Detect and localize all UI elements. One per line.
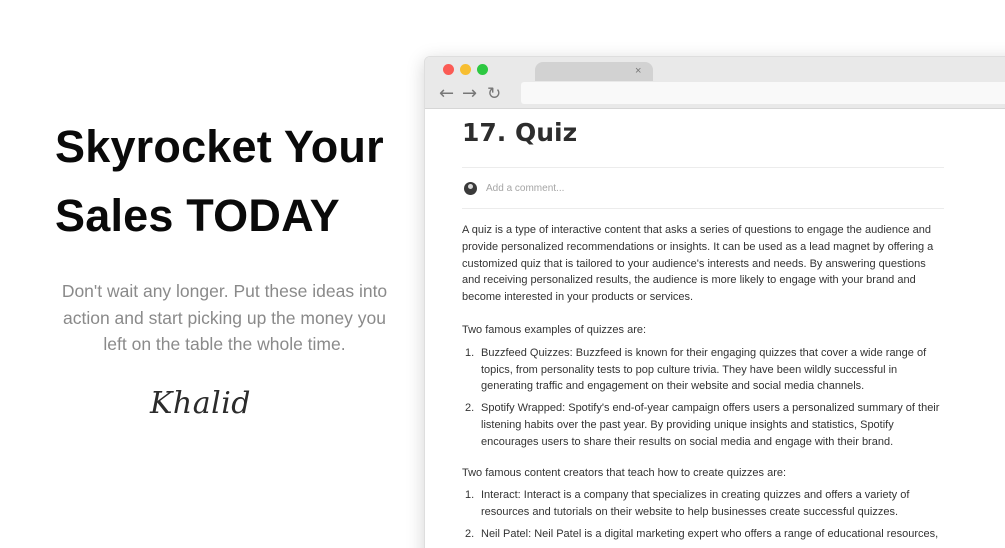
list-item	[462, 487, 944, 521]
forward-arrow-icon[interactable]: →	[462, 83, 478, 104]
tab-close-icon[interactable]: ×	[635, 65, 642, 77]
hero-title: Skyrocket Your Sales TODAY	[55, 121, 384, 241]
list-item-text: Neil Patel: Neil Patel is a digital marketing expert who offers a range of educational resources,	[481, 527, 939, 540]
comment-row	[462, 167, 944, 209]
examples-list	[462, 345, 944, 451]
maximize-window-button[interactable]	[477, 64, 488, 75]
reload-icon[interactable]: ↻	[487, 84, 502, 104]
page-title: 17. Quiz	[462, 118, 578, 147]
page-content	[462, 109, 944, 548]
address-bar[interactable]	[521, 82, 1005, 104]
minimize-window-button[interactable]	[460, 64, 471, 75]
list-item	[462, 526, 944, 543]
article-body	[462, 222, 944, 543]
close-window-button[interactable]	[443, 64, 454, 75]
browser-window	[424, 56, 1005, 548]
list-number: 1.	[465, 489, 475, 502]
browser-toolbar	[425, 57, 1005, 109]
list-item-text: Spotify Wrapped: Spotify's end-of-year campaign offers users a personalized summary of their listening habits over the past year. By providing unique insights and statistics, Spotify encourages users to share their results on social media and engage with their brand.	[481, 402, 940, 448]
avatar	[464, 182, 477, 195]
back-arrow-icon[interactable]: ←	[439, 83, 455, 104]
list-item	[462, 400, 944, 450]
list-number: 1.	[465, 346, 475, 359]
examples-label: Two famous examples of quizzes are:	[462, 323, 647, 336]
list-item-text: Buzzfeed Quizzes: Buzzfeed is known for their engaging quizzes that cover a wide range of topics, from personality tests to pop culture trivia. They have been wildly successful in generating traffic and engagement on their website and social media channels.	[481, 346, 927, 393]
list-item-text: Interact: Interact is a company that specializes in creating quizzes and offers a variety of resources and tutorials on their website to help businesses create successful quizzes.	[481, 489, 910, 519]
creators-label: Two famous content creators that teach how to create quizzes are:	[462, 466, 787, 479]
intro-paragraph: A quiz is a type of interactive content that asks a series of questions to engage the audience and provide personalized recommendations or insights. It can be used as a lead magnet by offering a customized quiz that is tailored to your audience's interests and needs. By answering questions and receiving personalized results, the audience is more likely to engage with your brand and become interested in your products or services.	[462, 224, 934, 304]
list-number: 2.	[465, 527, 475, 540]
hero-subtitle: Don't wait any longer. Put these ideas into action and start picking up the money you left on the table the whole time.	[61, 281, 388, 354]
comment-input[interactable]: Add a comment...	[486, 183, 565, 194]
signature: Khalid	[150, 386, 252, 421]
creators-list	[462, 487, 944, 542]
list-number: 2.	[465, 402, 475, 415]
list-item	[462, 345, 944, 395]
